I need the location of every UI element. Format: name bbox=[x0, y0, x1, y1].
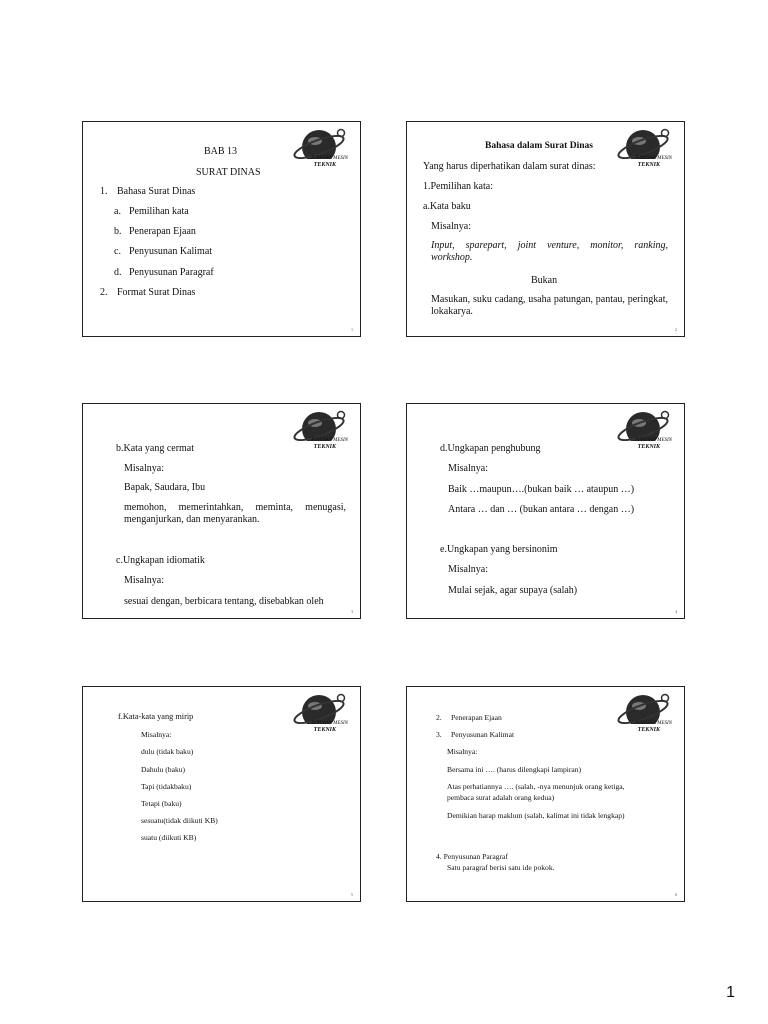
logo-text-line2: TEKNIK bbox=[313, 162, 336, 168]
example-label: Misalnya: bbox=[448, 463, 488, 474]
slide-3 bbox=[82, 403, 361, 619]
example-text: Input, sparepart, joint venture, monitor, ranking, workshop. bbox=[431, 240, 668, 263]
slide-4 bbox=[406, 403, 685, 619]
example-text: suatu (diikuti KB) bbox=[141, 833, 197, 842]
slide-number: 4 bbox=[675, 609, 677, 614]
slide-5 bbox=[82, 686, 361, 902]
logo-text-line2: TEKNIK bbox=[637, 727, 660, 733]
list-number: 1. bbox=[100, 186, 108, 197]
example-label: Misalnya: bbox=[431, 221, 471, 232]
example-text: Tetapi (baku) bbox=[141, 799, 182, 808]
logo-text-line2: TEKNIK bbox=[637, 444, 660, 450]
list-item: Penyusunan Kalimat bbox=[451, 730, 515, 739]
example-text: sesuatu(tidak diikuti KB) bbox=[141, 816, 218, 825]
list-item: Penyusunan Kalimat bbox=[129, 246, 213, 257]
logo-text-line1: JURUSAN MESIN bbox=[310, 721, 348, 726]
logo-text-line1: JURUSAN MESIN bbox=[310, 156, 348, 161]
contrast-label: Bukan bbox=[531, 275, 558, 286]
intro-text: Yang harus diperhatikan dalam surat dinas: bbox=[423, 161, 596, 172]
example-text: Masukan, suku cadang, usaha patungan, pantau, peringkat, lokakarya. bbox=[431, 294, 668, 317]
logo-text-line1: JURUSAN MESIN bbox=[634, 721, 672, 726]
example-text: Atas perhatiannya …. (salah, -nya menunjuk orang ketiga, pembaca surat adalah orang kedua) bbox=[447, 782, 625, 802]
slide-1 bbox=[82, 121, 361, 337]
slide-title: Bahasa dalam Surat Dinas bbox=[485, 141, 593, 151]
logo-text-line1: JURUSAN MESIN bbox=[310, 438, 348, 443]
list-item: Penerapan Ejaan bbox=[129, 226, 196, 237]
globe-logo-icon bbox=[286, 407, 350, 459]
example-label: Misalnya: bbox=[124, 575, 164, 586]
globe-logo-icon bbox=[610, 690, 674, 742]
page-number: 1 bbox=[726, 984, 735, 1001]
list-item: Penyusunan Paragraf bbox=[129, 267, 214, 278]
section-heading: b.Kata yang cermat bbox=[116, 443, 195, 454]
slide-title: BAB 13 bbox=[204, 146, 238, 157]
example-text: sesuai dengan, berbicara tentang, disebabkan oleh bbox=[124, 596, 324, 607]
section-heading: e.Ungkapan yang bersinonim bbox=[440, 544, 558, 555]
globe-logo-icon bbox=[610, 125, 674, 177]
list-item: Penerapan Ejaan bbox=[451, 713, 502, 722]
list-item: Format Surat Dinas bbox=[117, 287, 196, 298]
example-label: Misalnya: bbox=[448, 564, 488, 575]
section-heading: d.Ungkapan penghubung bbox=[440, 443, 541, 454]
example-label: Misalnya: bbox=[447, 747, 478, 756]
example-text: Dahulu (baku) bbox=[141, 765, 186, 774]
example-text: Tapi (tidakbaku) bbox=[141, 782, 192, 791]
example-text: memohon, memerintahkan, meminta, menugasi, menganjurkan, dan menyarankan. bbox=[124, 502, 346, 525]
example-label: Misalnya: bbox=[124, 463, 164, 474]
sub-heading: a.Kata baku bbox=[423, 201, 471, 212]
slide-2 bbox=[406, 121, 685, 337]
example-text: Antara … dan … (bukan antara … dengan …) bbox=[448, 504, 635, 515]
logo-text-line1: JURUSAN MESIN bbox=[634, 438, 672, 443]
list-number: 3. bbox=[436, 730, 442, 739]
example-label: Misalnya: bbox=[141, 730, 172, 739]
logo-text-line2: TEKNIK bbox=[637, 162, 660, 168]
section-heading: 1.Pemilihan kata: bbox=[423, 181, 493, 192]
slide-number: 1 bbox=[351, 327, 353, 332]
example-text: Demikian harap maklum (salah, kalimat ini tidak lengkap) bbox=[447, 811, 625, 820]
example-text: dulu (tidak baku) bbox=[141, 747, 194, 756]
globe-logo-icon bbox=[610, 407, 674, 459]
slide-number: 3 bbox=[351, 609, 353, 614]
slide-subtitle: SURAT DINAS bbox=[196, 167, 261, 178]
section-heading: c.Ungkapan idiomatik bbox=[116, 555, 205, 566]
list-item: Pemilihan kata bbox=[129, 206, 189, 217]
slide-number: 6 bbox=[675, 892, 677, 897]
list-letter: a. bbox=[114, 206, 121, 217]
list-letter: b. bbox=[114, 226, 122, 237]
list-number: 2. bbox=[436, 713, 442, 722]
example-text: Satu paragraf berisi satu ide pokok. bbox=[447, 863, 555, 872]
slide-6 bbox=[406, 686, 685, 902]
section-heading: 4. Penyusunan Paragraf bbox=[436, 852, 508, 861]
globe-logo-icon bbox=[286, 125, 350, 177]
list-number: 2. bbox=[100, 287, 108, 298]
list-item: Bahasa Surat Dinas bbox=[117, 186, 196, 197]
section-heading: f.Kata-kata yang mirip bbox=[118, 712, 194, 721]
logo-text-line2: TEKNIK bbox=[313, 444, 336, 450]
example-text: Baik …maupun….(bukan baik … ataupun …) bbox=[448, 484, 635, 495]
logo-text-line2: TEKNIK bbox=[313, 727, 336, 733]
logo-text-line1: JURUSAN MESIN bbox=[634, 156, 672, 161]
slide-number: 2 bbox=[675, 327, 677, 332]
example-text: Bersama ini …. (harus dilengkapi lampiran) bbox=[447, 765, 582, 774]
example-text: Mulai sejak, agar supaya (salah) bbox=[448, 585, 578, 596]
list-letter: d. bbox=[114, 267, 122, 278]
list-letter: c. bbox=[114, 246, 121, 257]
slide-number: 5 bbox=[351, 892, 353, 897]
globe-logo-icon bbox=[286, 690, 350, 742]
example-text: Bapak, Saudara, Ibu bbox=[124, 482, 206, 493]
